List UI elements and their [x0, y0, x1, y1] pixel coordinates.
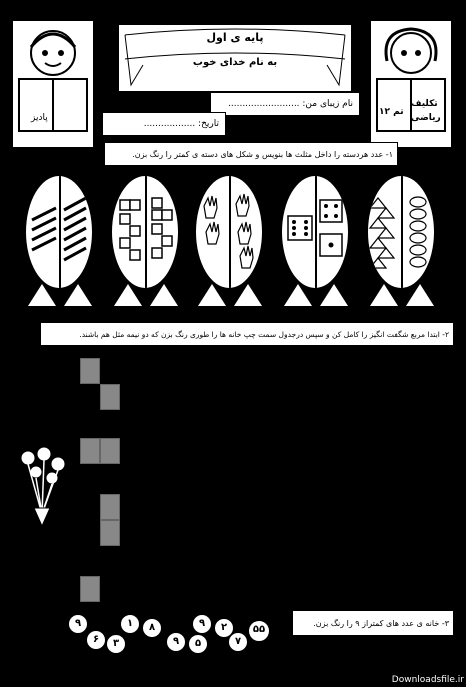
flowers-icon: [14, 444, 68, 528]
grid-cell[interactable]: [80, 358, 100, 384]
cubes-icon: [112, 176, 178, 288]
answer-triangle[interactable]: [320, 284, 348, 306]
grid-cell[interactable]: [100, 384, 120, 410]
date-field[interactable]: تاریخ: ..................: [102, 112, 226, 136]
answer-triangle[interactable]: [370, 284, 398, 306]
subject-line2: ریاضی: [411, 113, 441, 123]
number-circle[interactable]: ۵۵: [248, 620, 270, 642]
bismillah-title: به نام خدای خوب: [192, 57, 278, 68]
kid-illustration-left: [12, 20, 94, 148]
number-circle[interactable]: ۶: [86, 630, 106, 650]
kid-reading-icon: [13, 21, 93, 147]
number-circle[interactable]: ۵: [188, 634, 208, 654]
kid-illustration-right: [370, 20, 452, 148]
hands-icon: [196, 176, 262, 288]
answer-triangle[interactable]: [28, 284, 56, 306]
dice-icon: [282, 176, 348, 288]
number-circle[interactable]: ۲: [214, 618, 234, 638]
grade-title: پایه ی اول: [206, 31, 264, 44]
book-label: پادیز: [31, 113, 48, 123]
answer-triangle[interactable]: [64, 284, 92, 306]
grid-cell[interactable]: [100, 494, 120, 520]
grid-cell[interactable]: [100, 438, 120, 464]
answer-triangle[interactable]: [198, 284, 226, 306]
number-circle[interactable]: ۹: [166, 632, 186, 652]
oval-cubes: [110, 174, 180, 290]
number-circle[interactable]: ۹: [68, 614, 88, 634]
answer-triangle[interactable]: [150, 284, 178, 306]
answer-triangle[interactable]: [234, 284, 262, 306]
name-field[interactable]: نام زیبای من: .........................: [210, 92, 360, 116]
number-circle[interactable]: ۷: [228, 632, 248, 652]
grid-cell[interactable]: [80, 438, 100, 464]
number-circle[interactable]: ۹: [192, 614, 212, 634]
number-circle[interactable]: ۱: [120, 614, 140, 634]
oval-hands: [194, 174, 264, 290]
question-2-text: ۲- ابتدا مربع شگفت انگیز را کامل کن و سپس درجدول سمت چپ خانه ها را طوری رنگ بزن که دو نیمه مثل هم باشند.: [40, 322, 454, 346]
tally-marks-icon: [26, 176, 92, 288]
oval-tally: [24, 174, 94, 290]
title-box: [118, 24, 352, 92]
answer-triangle[interactable]: [284, 284, 312, 306]
oval-shapes: [366, 174, 436, 290]
number-circle[interactable]: ۳: [106, 634, 126, 654]
oval-dice: [280, 174, 350, 290]
subject-line1: تکلیف: [411, 99, 438, 109]
answer-triangle[interactable]: [406, 284, 434, 306]
watermark: Downloadsfile.ir: [391, 675, 464, 685]
triangles-ovals-icon: [368, 176, 434, 288]
grid-cell[interactable]: [80, 576, 100, 602]
number-circle[interactable]: ۸: [142, 618, 162, 638]
answer-triangle[interactable]: [114, 284, 142, 306]
grid-cell[interactable]: [100, 520, 120, 546]
question-1-text: ۱- عدد هردسته را داخل مثلث ها بنویس و شکل های دسته ی کمتر را رنگ بزن.: [104, 142, 398, 166]
girl-reading-icon: [371, 21, 451, 147]
theme-label: تم ۱۲: [379, 107, 404, 117]
question-3-text: ۳- خانه ی عدد های کمتراز ۹ را رنگ بزن.: [292, 610, 454, 636]
